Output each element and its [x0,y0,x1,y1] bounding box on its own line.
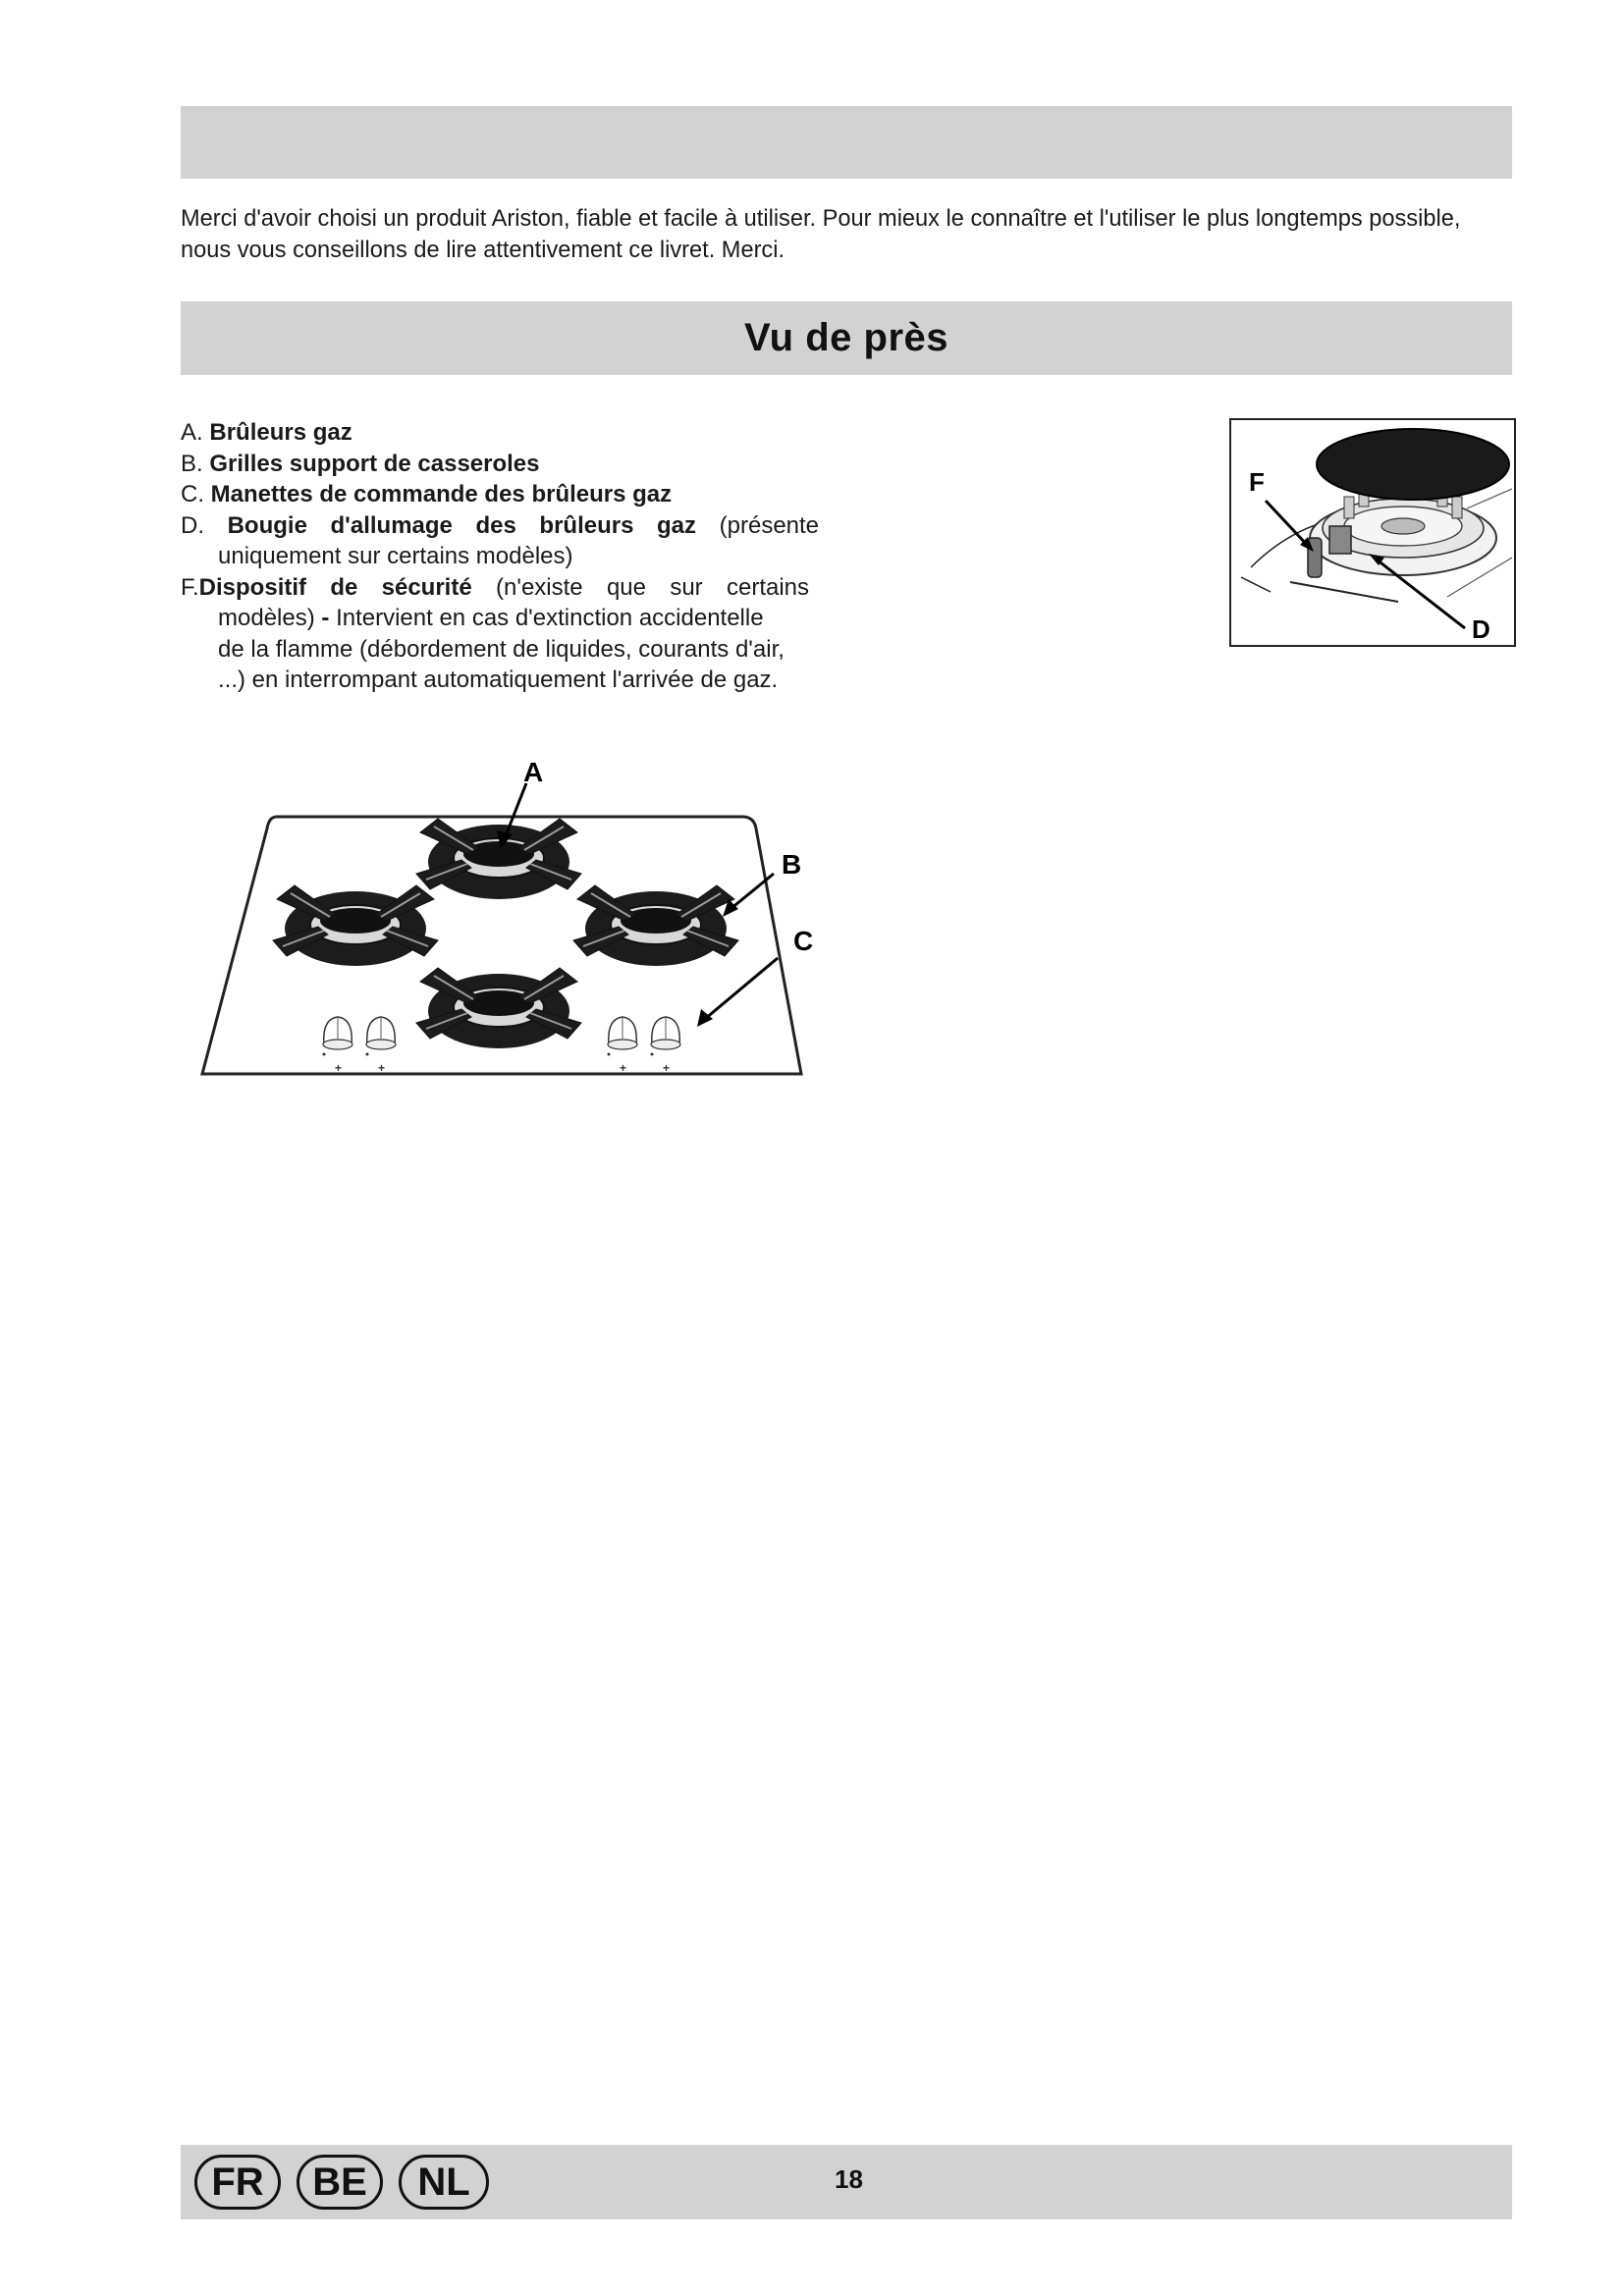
legend-list [181,417,829,696]
language-badge-nl: NL [399,2155,489,2210]
legend-note: (n'existe que sur certains [496,573,810,601]
language-badge-fr: FR [194,2155,281,2210]
legend-title: Dispositif de sécurité [198,573,472,601]
section-title: Vu de près [743,316,949,359]
hob-figure [189,744,821,1102]
hob-illustration: + A B C [192,744,821,1097]
legend-letter: D. [181,511,204,539]
legend-note: Intervient en cas d'extinction accidentelle [336,605,764,631]
legend-item-c [181,479,829,510]
legend-note: de la flamme (débordement de liquides, courants d'air, [218,635,785,663]
legend-title: Bougie d'allumage des brûleurs gaz [227,511,697,539]
legend-item-a [181,417,829,449]
legend-letter: A. [181,419,203,446]
legend-dash: - [321,605,330,631]
burner-detail-figure [1229,418,1516,647]
label-c: C [793,926,814,956]
legend-item-b [181,449,829,480]
legend-item-f [181,572,829,696]
intro-paragraph: Merci d'avoir choisi un produit Ariston, fiable et facile à utiliser. Pour mieux le connaître et l'utiliser le plus longtemps possible, nous vous conseillons de lire attentivement ce livret. Merci. [181,206,1461,263]
legend-letter: F. [181,573,199,601]
legend-note: (présente [719,511,820,539]
legend-item-d [181,510,829,572]
label-b: B [782,849,802,880]
legend-title: Brûleurs gaz [209,419,352,446]
label-a: A [523,757,544,787]
header-bar [181,106,1512,179]
legend-title: Grilles support de casseroles [209,450,540,477]
page-number: 18 [835,2164,863,2194]
label-f: F [1249,467,1265,497]
legend-note: uniquement sur certains modèles) [218,543,573,569]
legend-note: modèles) [218,605,315,631]
legend-note: ...) en interrompant automatiquement l'arrivée de gaz. [218,667,779,693]
burner-detail-illustration [1231,420,1514,645]
legend-letter: B. [181,450,203,477]
legend-title: Manettes de commande des brûleurs gaz [210,481,673,507]
legend-letter: C. [181,481,204,507]
section-header [181,301,1512,375]
label-d: D [1472,614,1490,644]
language-badge-be: BE [297,2155,383,2210]
